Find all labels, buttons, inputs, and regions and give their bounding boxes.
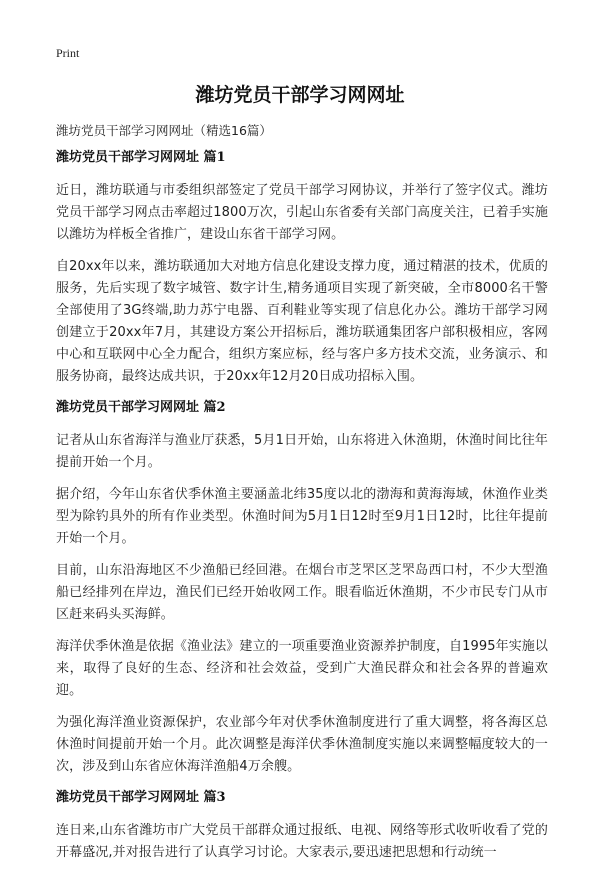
paragraph: 为强化海洋渔业资源保护，农业部今年对伏季休渔制度进行了重大调整，将各海区总休渔时间提前开始一个月。此次调整是海洋伏季休渔制度实施以来调整幅度较大的一次，涉及到山东省应休海洋渔船4万余艘。 bbox=[56, 715, 548, 774]
document-content bbox=[56, 148, 548, 874]
paragraph: 据介绍，今年山东省伏季休渔主要涵盖北纬35度以北的渤海和黄海海域，休渔作业类型为除钓具外的所有作业类型。休渔时间为5月1日12时至9月1日12时，比往年提前开始一个月。 bbox=[56, 487, 548, 546]
section-heading: 潍坊党员干部学习网网址 篇3 bbox=[56, 790, 226, 805]
section-3 bbox=[56, 788, 548, 864]
paragraph: 目前，山东沿海地区不少渔船已经回港。在烟台市芝罘区芝罘岛西口村，不少大型渔船已经排列在岸边，渔民们已经开始收网工作。眼看临近休渔期，不少市民专门从市区赶来码头买海鲜。 bbox=[56, 563, 548, 622]
paragraph: 近日，潍坊联通与市委组织部签定了党员干部学习网协议，并举行了签字仪式。潍坊党员干部学习网点击率超过1800万次，引起山东省委有关部门高度关注，已着手实施以潍坊为样板全省推广，建设山东省干部学习网。 bbox=[56, 183, 548, 242]
section-heading: 潍坊党员干部学习网网址 篇1 bbox=[56, 150, 226, 165]
section-1 bbox=[56, 148, 548, 388]
section-2 bbox=[56, 398, 548, 778]
section-heading: 潍坊党员干部学习网网址 篇2 bbox=[56, 400, 226, 415]
paragraph: 连日来,山东省潍坊市广大党员干部群众通过报纸、电视、网络等形式收听收看了党的开幕盛况,并对报告进行了认真学习讨论。大家表示,要迅速把思想和行动统一 bbox=[56, 823, 548, 860]
page-title: 潍坊党员干部学习网网址 bbox=[195, 84, 405, 106]
paragraph: 海洋伏季休渔是依据《渔业法》建立的一项重要渔业资源养护制度，自1995年实施以来，取得了良好的生态、经济和社会效益，受到广大渔民群众和社会各界的普遍欢迎。 bbox=[56, 639, 548, 698]
paragraph: 记者从山东省海洋与渔业厅获悉，5月1日开始，山东将进入休渔期，休渔时间比往年提前开始一个月。 bbox=[56, 433, 548, 470]
print-link[interactable]: Print bbox=[56, 46, 80, 60]
paragraph: 自20xx年以来，潍坊联通加大对地方信息化建设支撑力度，通过精湛的技术，优质的服务，先后实现了数字城管、数字计生,精务通项目实现了新突破，全市8000名干警全部使用了3G终端,助力苏宁电器、百利鞋业等实现了信息化办公。潍坊干部学习网创建立于20xx年7月，其建设方案公开招标后，潍坊联通集团客户部积极相应，客网中心和互联网中心全力配合，组织方案应标，经与客户多方技术交流，业务演示、和服务协商，最终达成共识，于20xx年12月20日成功招标入围。 bbox=[56, 259, 548, 384]
document-subtitle: 潍坊党员干部学习网网址（精选16篇） bbox=[56, 123, 272, 138]
